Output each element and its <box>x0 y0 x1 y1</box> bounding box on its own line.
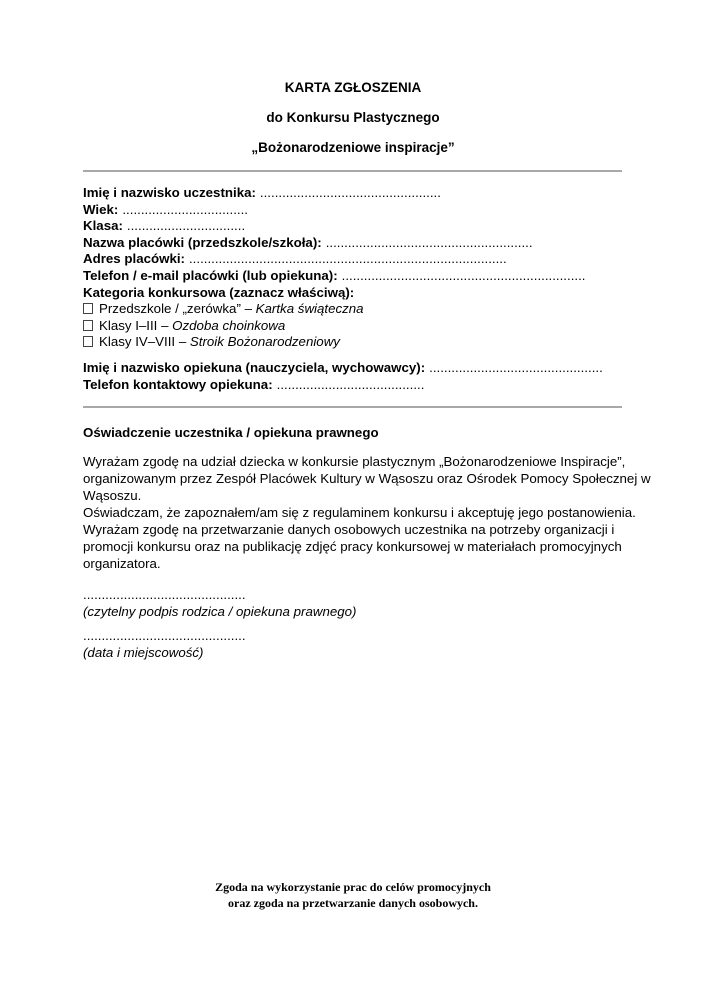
category-option-preschool <box>83 301 658 318</box>
form-field-row-class <box>83 218 658 235</box>
institution-phone-fill-line[interactable]: .................................................................. <box>341 267 586 283</box>
form-field-row-age <box>83 202 658 219</box>
field-label: Wiek: <box>83 201 119 217</box>
date-fill-line[interactable]: ............................................ <box>83 628 246 644</box>
category-option-text: Klasy I–III – <box>99 317 173 333</box>
field-label: Klasa: <box>83 218 123 234</box>
declaration-heading: Oświadczenie uczestnika / opiekuna prawnego <box>83 425 379 441</box>
field-label: Adres placówki: <box>83 251 185 267</box>
category-option-grades-1-3 <box>83 318 658 335</box>
checkbox-icon[interactable] <box>83 320 93 331</box>
form-field-row-participant-name <box>83 185 658 202</box>
guardian-form-section <box>83 360 658 393</box>
class-fill-line[interactable]: ................................ <box>126 218 246 234</box>
field-label: Imię i nazwisko uczestnika: <box>83 185 256 200</box>
category-option-title: Ozdoba choinkowa <box>172 317 286 333</box>
category-option-title: Stroik Bożonarodzeniowy <box>189 334 340 350</box>
field-label: Imię i nazwisko opiekuna (nauczyciela, wychowawcy): <box>83 359 426 375</box>
declaration-paragraph-rules-acceptance: Oświadczam, że zapoznałem/am się z regulaminem konkursu i akceptuję jego postanowienia. <box>83 505 636 521</box>
date-caption: (data i miejscowość) <box>83 645 204 661</box>
guardian-name-fill-line[interactable]: ............................................... <box>429 359 603 375</box>
category-option-text: Klasy IV–VIII – <box>99 334 190 350</box>
declaration-paragraph-consent-participation: Wyrażam zgodę na udział dziecka w konkursie plastycznym „Bożonarodzeniowe Inspiracje”, organizowanym przez Zespół Placówek Kultury w Wąsoszu oraz Ośrodek Pomocy Społecznej w Wąsoszu. <box>83 454 651 504</box>
contest-name: „Bożonarodzeniowe inspiracje” <box>251 140 455 155</box>
document-title-block <box>0 0 706 156</box>
declaration-paragraphs <box>83 453 658 572</box>
field-label: Telefon kontaktowy opiekuna: <box>83 376 273 392</box>
page-title: KARTA ZGŁOSZENIA <box>284 80 422 95</box>
form-field-row-institution-address <box>83 251 658 268</box>
declaration-paragraph-data-processing: Wyrażam zgodę na przetwarzanie danych osobowych uczestnika na potrzeby organizacji i promocji konkursu oraz na publikację zdjęć pracy konkursowej w materiałach promocyjnych organizatora. <box>83 522 622 572</box>
signature-caption: (czytelny podpis rodzica / opiekuna prawnego) <box>83 604 357 620</box>
age-fill-line[interactable]: .................................. <box>122 201 248 217</box>
guardian-phone-fill-line[interactable]: ........................................ <box>276 376 425 392</box>
form-field-row-institution-phone <box>83 268 658 285</box>
category-option-text: Przedszkole / „zerówka” – <box>99 301 256 317</box>
checkbox-icon[interactable] <box>83 303 93 314</box>
participant-form-section <box>83 185 658 351</box>
signature-fill-line[interactable]: ............................................ <box>83 587 246 603</box>
field-label: Nazwa placówki (przedszkole/szkoła): <box>83 234 322 250</box>
field-label: Telefon / e-mail placówki (lub opiekuna): <box>83 267 338 283</box>
form-field-row-institution-name <box>83 235 658 252</box>
footer-note-line-2: oraz zgoda na przetwarzanie danych osobowych. <box>228 896 478 910</box>
footer-note-line-1: Zgoda na wykorzystanie prac do celów promocyjnych <box>215 880 491 894</box>
divider-middle <box>83 406 622 408</box>
form-field-row-guardian-name <box>83 360 658 377</box>
category-label: Kategoria konkursowa (zaznacz właściwą): <box>83 284 355 300</box>
institution-name-fill-line[interactable]: ........................................................ <box>325 234 533 250</box>
checkbox-icon[interactable] <box>83 336 93 347</box>
page-subtitle: do Konkursu Plastycznego <box>266 110 440 125</box>
participant-name-fill-line[interactable]: ................................................. <box>259 185 441 200</box>
category-option-title: Kartka świąteczna <box>255 301 364 317</box>
footer-note <box>0 879 706 911</box>
institution-address-fill-line[interactable]: ...................................................................................... <box>188 251 507 267</box>
divider-top <box>83 170 622 172</box>
form-field-row-guardian-phone <box>83 377 658 394</box>
category-option-grades-4-8 <box>83 334 658 351</box>
declaration-section <box>83 424 658 661</box>
